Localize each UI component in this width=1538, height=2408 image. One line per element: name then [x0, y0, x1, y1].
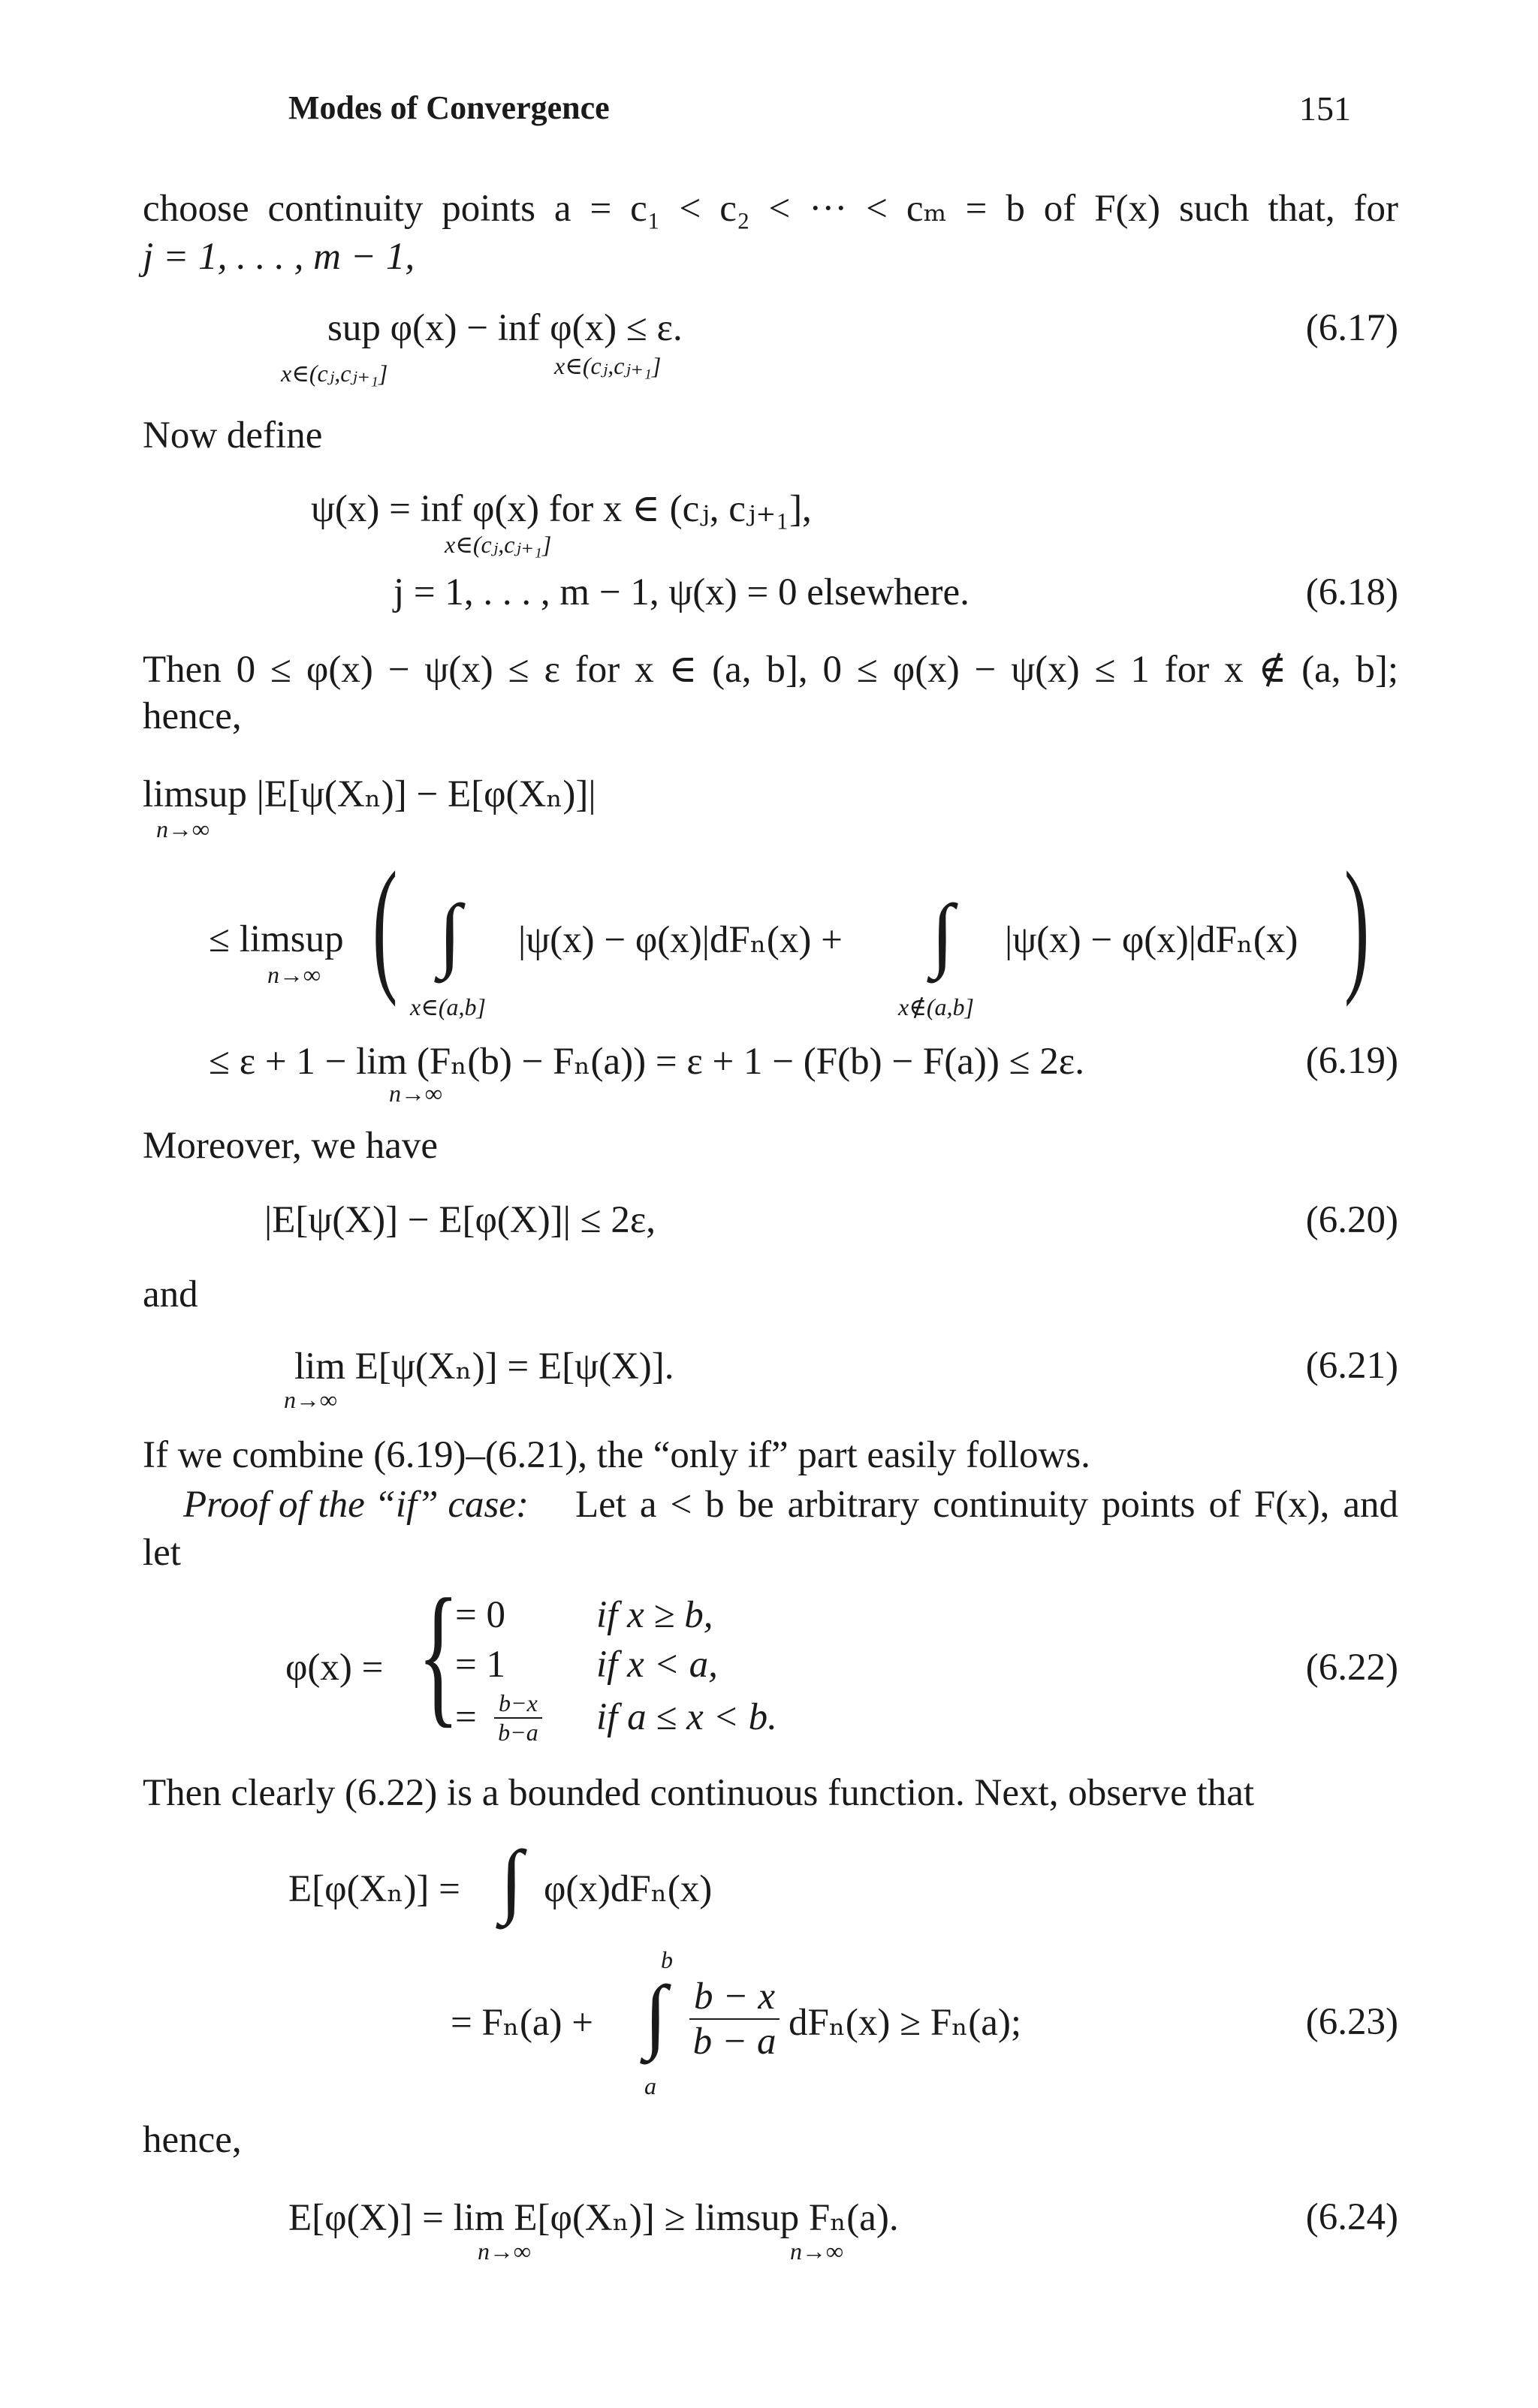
equation-subscript: x∉(a,b]	[898, 993, 974, 1020]
fraction-denominator: b − a	[692, 2021, 777, 2063]
equation-subscript: n→∞	[284, 1386, 337, 1413]
equation-subscript: n→∞	[478, 2238, 531, 2265]
equation-6-21: lim E[ψ(Xₙ)] = E[ψ(X)].	[294, 1346, 674, 1388]
case-value: = 1	[455, 1644, 506, 1686]
paragraph-line: and	[143, 1273, 198, 1316]
equation-subscript: x∈(cⱼ,cⱼ₊₁]	[554, 352, 662, 379]
equation-number: (6.21)	[1305, 1345, 1398, 1387]
paragraph-line: Let a < b be arbitrary continuity points of F(x), and	[575, 1484, 1398, 1526]
paragraph-line: If we combine (6.19)–(6.21), the “only if” part easily follows.	[143, 1434, 1090, 1476]
fraction-numerator: b−x	[494, 1689, 542, 1719]
fraction	[689, 1975, 780, 2063]
fraction-numerator: b − x	[689, 1975, 780, 2020]
case-value: =	[455, 1696, 477, 1738]
paragraph-line: Then 0 ≤ φ(x) − ψ(x) ≤ ε for x ∈ (a, b], 0 ≤ φ(x) − ψ(x) ≤ 1 for x ∉ (a, b];	[143, 649, 1398, 691]
equation-number: (6.24)	[1305, 2196, 1398, 2238]
paragraph-line: Moreover, we have	[143, 1125, 439, 1167]
integral-sign: ∫	[644, 1969, 668, 2060]
fraction-denominator: b−a	[498, 1719, 538, 1746]
equation-6-19-line2: ≤ limsup	[209, 918, 344, 960]
case-value: = 0	[455, 1594, 506, 1636]
case-fraction	[494, 1689, 542, 1746]
equation-subscript: x∈(cⱼ,cⱼ₊₁]	[445, 531, 552, 558]
equation-subscript: x∈(a,b]	[410, 993, 486, 1020]
equation-6-19-line3: ≤ ε + 1 − lim (Fₙ(b) − Fₙ(a)) = ε + 1 − (F(b) − F(a)) ≤ 2ε.	[209, 1041, 1084, 1083]
equation-6-20: |E[ψ(X)] − E[φ(X)]| ≤ 2ε,	[264, 1199, 656, 1241]
page-number: 151	[1299, 89, 1351, 128]
case-condition: if a ≤ x < b.	[596, 1696, 777, 1738]
equation-number: (6.19)	[1305, 1040, 1398, 1082]
integral-sign: ∫	[500, 1834, 523, 1925]
equation-6-19-integrand: |ψ(x) − φ(x)|dFₙ(x)	[1005, 919, 1298, 961]
integral-upper-limit: b	[661, 1946, 673, 1973]
proof-heading: Proof of the “if” case:	[183, 1484, 529, 1526]
equation-subscript: x∈(cⱼ,cⱼ₊₁]	[281, 360, 388, 387]
integral-lower-limit: a	[644, 2072, 656, 2099]
paragraph-line: Now define	[143, 414, 323, 457]
paragraph-line: let	[143, 1532, 181, 1574]
equation-6-18-line1: ψ(x) = inf φ(x) for x ∈ (cⱼ, cⱼ₊₁],	[311, 488, 812, 530]
equation-6-18-line2: j = 1, . . . , m − 1, ψ(x) = 0 elsewhere.	[394, 571, 970, 613]
equation-6-19-integrand: |ψ(x) − φ(x)|dFₙ(x) +	[518, 919, 843, 961]
paragraph-line: hence,	[143, 695, 242, 737]
equation-subscript: n→∞	[790, 2238, 843, 2265]
equation-subscript: n→∞	[156, 815, 210, 842]
case-condition: if x ≥ b,	[596, 1594, 713, 1636]
equation-number: (6.18)	[1305, 571, 1398, 613]
equation-6-23-line2: = Fₙ(a) +	[451, 2002, 594, 2044]
equation-6-23-lhs: E[φ(Xₙ)] =	[288, 1868, 460, 1910]
equation-subscript: n→∞	[389, 1080, 442, 1107]
left-brace: {	[418, 1567, 460, 1741]
paragraph-line: j = 1, . . . , m − 1,	[143, 236, 415, 278]
left-paren: (	[372, 842, 398, 1008]
equation-6-17: sup φ(x) − inf φ(x) ≤ ε.	[327, 307, 683, 349]
running-header-title: Modes of Convergence	[288, 89, 610, 126]
paragraph-line: hence,	[143, 2119, 242, 2161]
equation-6-19-line1: limsup |E[ψ(Xₙ)] − E[φ(Xₙ)]|	[143, 773, 596, 815]
integral-sign: ∫	[931, 888, 954, 979]
equation-number: (6.22)	[1305, 1647, 1398, 1689]
right-paren: )	[1344, 842, 1370, 1008]
equation-subscript: n→∞	[267, 961, 321, 988]
paragraph-line: choose continuity points a = c₁ < c₂ < ··· < cₘ = b of F(x) such that, for	[143, 188, 1398, 230]
paragraph-line: Then clearly (6.22) is a bounded continuous function. Next, observe that	[143, 1772, 1255, 1814]
equation-6-24: E[φ(X)] = lim E[φ(Xₙ)] ≥ limsup Fₙ(a).	[288, 2197, 899, 2239]
equation-6-22-lhs: φ(x) =	[285, 1647, 384, 1689]
integral-sign: ∫	[439, 888, 462, 979]
equation-6-23-integrand: φ(x)dFₙ(x)	[544, 1868, 713, 1910]
equation-number: (6.20)	[1305, 1199, 1398, 1241]
equation-number: (6.23)	[1305, 2001, 1398, 2043]
equation-6-23-rhs: dFₙ(x) ≥ Fₙ(a);	[789, 2002, 1022, 2044]
case-condition: if x < a,	[596, 1644, 718, 1686]
equation-number: (6.17)	[1305, 307, 1398, 349]
